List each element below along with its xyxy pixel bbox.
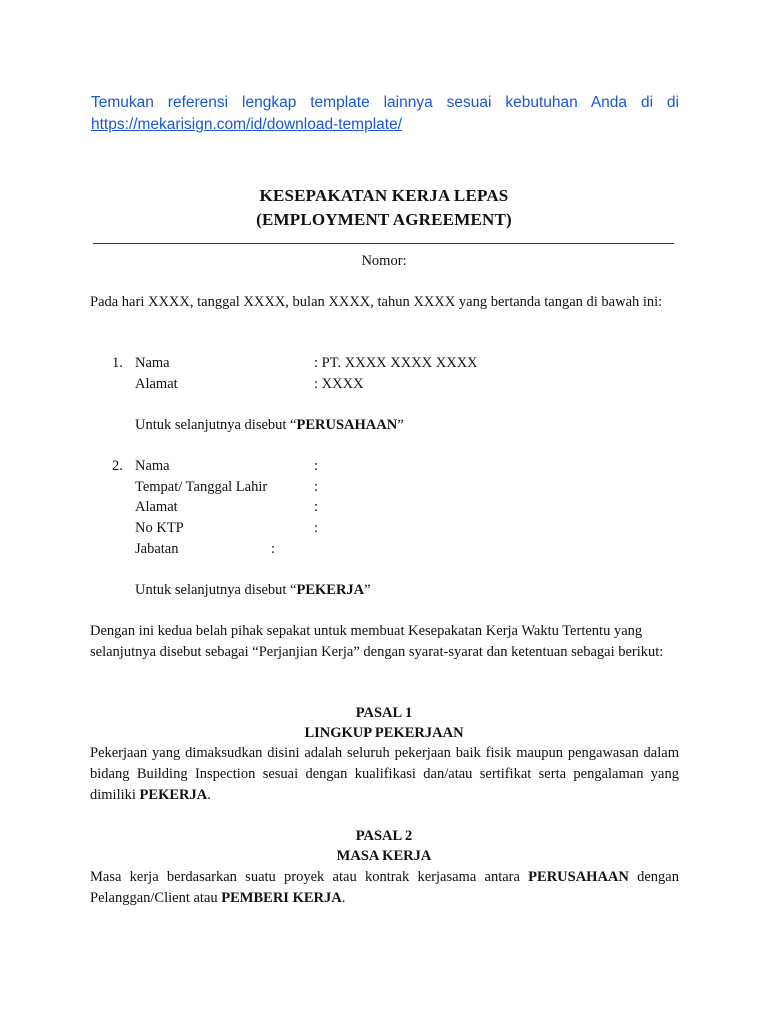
document-number: Nomor:: [361, 253, 407, 269]
pasal2-title: MASA KERJA: [336, 848, 432, 864]
agreement-paragraph: Dengan ini kedua belah pihak sepakat untuk membuat Kesepakatan Kerja Waktu Tertentu yang selanjutnya disebut sebagai “Perjanjian Kerja” dengan syarat-syarat dan ketentuan sebagai berikut:: [90, 623, 664, 660]
party1-number: 1.: [112, 355, 123, 371]
party2-label-ttl: Tempat/ Tanggal Lahir: [135, 479, 268, 495]
intro-paragraph: Pada hari XXXX, tanggal XXXX, bulan XXXX, tahun XXXX yang bertanda tangan di bawah ini:: [90, 294, 663, 310]
pasal2-body-bold-1: PERUSAHAAN: [528, 869, 629, 885]
party2-value-nama: :: [314, 458, 319, 474]
party1-label-nama: Nama: [135, 355, 170, 371]
document-subtitle: (EMPLOYMENT AGREEMENT): [256, 210, 512, 229]
party2-value-alamat: :: [314, 499, 319, 515]
download-template-link[interactable]: https://mekarisign.com/id/download-template/: [91, 116, 403, 133]
party2-value-jabatan: :: [271, 541, 276, 557]
pasal1-body: Pekerjaan yang dimaksudkan disini adalah seluruh pekerjaan baik fisik maupun pengawasan dalam bidang Building Inspection sesuai dengan kualifikasi dan/atau sertifikat serta pengalaman yang dimiliki PEKERJA.: [90, 745, 679, 803]
party1-designation: Untuk selanjutnya disebut “PERUSAHAAN”: [135, 417, 404, 433]
pasal2-body: Masa kerja berdasarkan suatu proyek atau kontrak kerjasama antara PERUSAHAAN dengan Pelanggan/Client atau PEMBERI KERJA.: [90, 869, 679, 906]
party2-value-ttl: :: [314, 479, 319, 495]
party1-designation-name: PERUSAHAAN: [296, 417, 398, 433]
party2-label-alamat: Alamat: [135, 499, 178, 515]
party2-value-ktp: :: [314, 520, 319, 536]
pasal1-number: PASAL 1: [355, 705, 413, 721]
pasal1-title: LINGKUP PEKERJAAN: [304, 725, 464, 741]
promo-text: Temukan referensi lengkap template lainnya sesuai kebutuhan Anda di di: [91, 94, 679, 111]
pasal2-body-bold-2: PEMBERI KERJA: [221, 890, 342, 906]
pasal2-number: PASAL 2: [355, 828, 413, 844]
party1-label-alamat: Alamat: [135, 376, 178, 392]
title-divider: [93, 243, 674, 244]
party1-value-alamat: : XXXX: [314, 376, 364, 392]
party2-designation: Untuk selanjutnya disebut “PEKERJA”: [135, 582, 371, 598]
party1-value-nama: : PT. XXXX XXXX XXXX: [314, 355, 478, 371]
party2-label-nama: Nama: [135, 458, 170, 474]
party2-designation-name: PEKERJA: [296, 582, 365, 598]
pasal1-body-bold: PEKERJA: [139, 787, 208, 803]
party2-label-jabatan: Jabatan: [135, 541, 179, 557]
party2-label-ktp: No KTP: [135, 520, 184, 536]
party2-number: 2.: [112, 458, 123, 474]
document-title: KESEPAKATAN KERJA LEPAS: [259, 186, 509, 205]
